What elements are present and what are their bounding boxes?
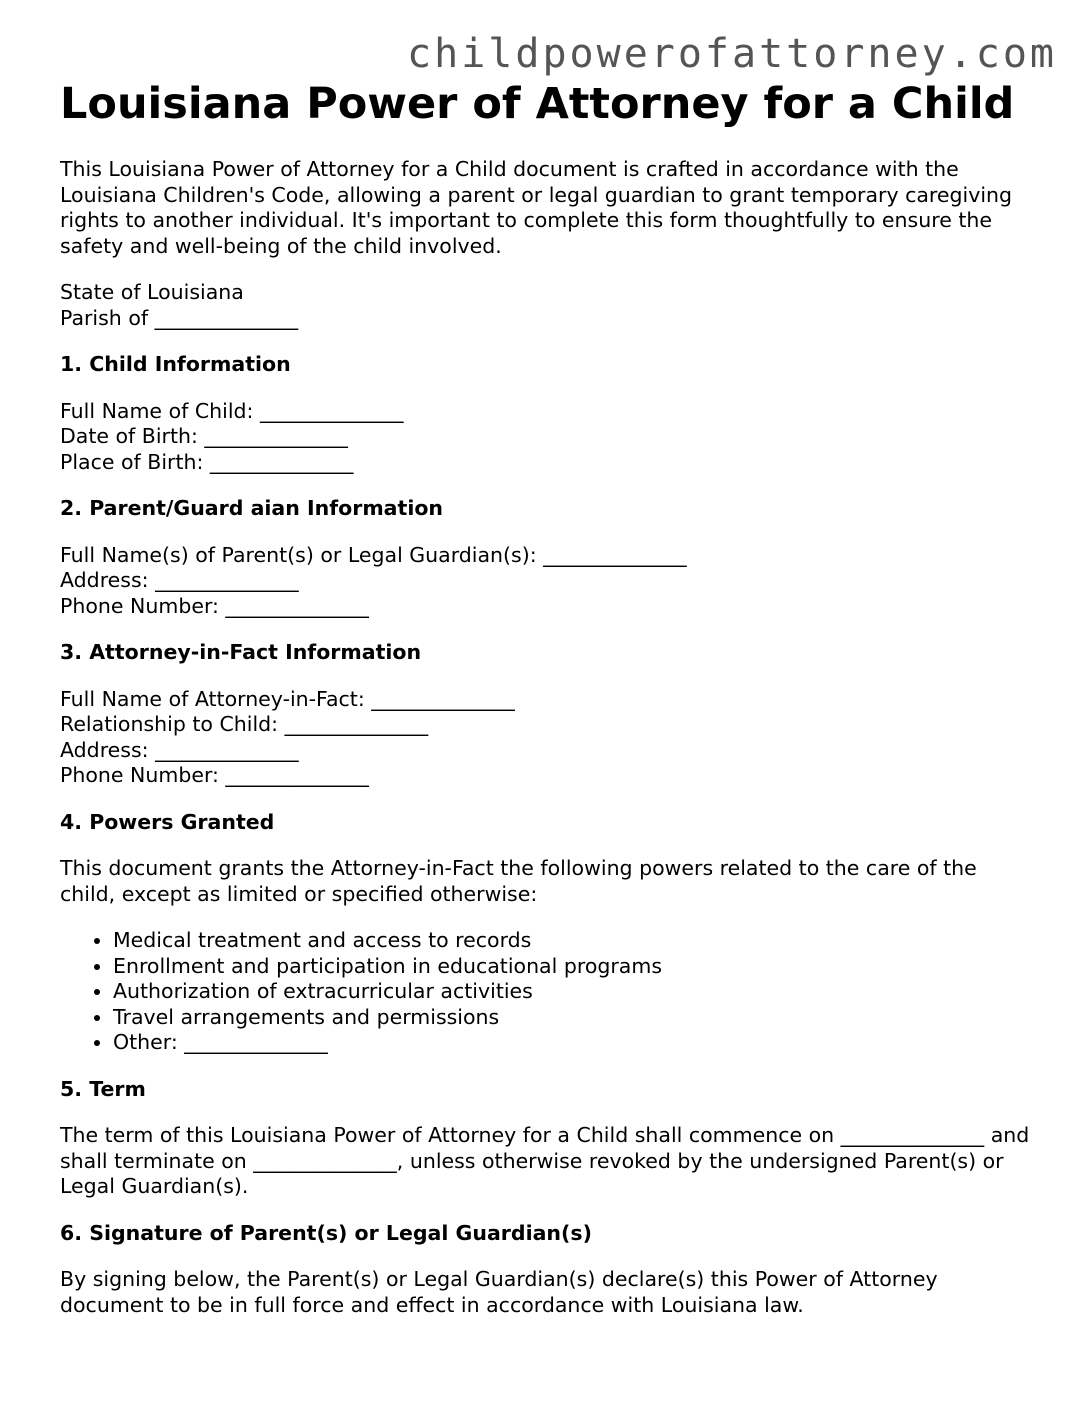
child-date-of-birth-field: Date of Birth: ______________: [60, 424, 348, 448]
child-full-name-field: Full Name of Child: ______________: [60, 398, 404, 423]
parent-phone-field: Phone Number: ______________: [60, 593, 369, 618]
attorney-phone-field: Phone Number: ______________: [60, 763, 369, 787]
state-line: State of Louisiana: [60, 280, 244, 304]
list-item: • Other: ______________: [113, 1030, 1035, 1056]
site-watermark: childpowerofattorney.com: [407, 31, 1057, 77]
term-paragraph: The term of this Louisiana Power of Attorney for a Child shall commence on ______________ and shall terminate on ______________, unless otherwise revoked by the undersigned Parent(s) or Legal Guardian(s).: [60, 1123, 1030, 1198]
list-item: • Authorization of extracurricular activities: [113, 979, 1035, 1005]
document-body: [60, 157, 1035, 1339]
list-item: • Travel arrangements and permissions: [113, 1005, 1035, 1031]
powers-list: [60, 928, 1035, 1056]
location-block: [60, 280, 1035, 331]
attorney-in-fact-fields: [60, 687, 1035, 789]
section-heading-child-information: 1. Child Information: [60, 352, 291, 376]
powers-granted-paragraph: This document grants the Attorney-in-Fact the following powers related to the care of the child, except as limited or specified otherwise:: [60, 856, 977, 906]
attorney-full-name-field: Full Name of Attorney-in-Fact: ______________: [60, 686, 515, 711]
section-heading-attorney-in-fact-information: 3. Attorney-in-Fact Information: [60, 640, 422, 664]
signature-paragraph: By signing below, the Parent(s) or Legal Guardian(s) declare(s) this Power of Attorney document to be in full force and effect in accordance with Louisiana law.: [60, 1267, 938, 1317]
child-place-of-birth-field: Place of Birth: ______________: [60, 449, 354, 474]
section-heading-powers-granted: 4. Powers Granted: [60, 809, 275, 834]
parent-full-name-field: Full Name(s) of Parent(s) or Legal Guardian(s): ______________: [60, 542, 687, 567]
parent-address-field: Address: ______________: [60, 568, 299, 592]
parent-guardian-fields: [60, 543, 1035, 620]
intro-paragraph: This Louisiana Power of Attorney for a Child document is crafted in accordance with the Louisiana Children's Code, allowing a parent or legal guardian to grant temporary caregiving rights to another individual. It's important to complete this form thoughtfully to ensure the safety and well-being of the child involved.: [60, 157, 1013, 258]
section-heading-signature: 6. Signature of Parent(s) or Legal Guardian(s): [60, 1220, 592, 1245]
section-heading-parent-guardian-information: 2. Parent/Guard aian Information: [60, 496, 444, 520]
attorney-address-field: Address: ______________: [60, 737, 299, 762]
section-heading-term: 5. Term: [60, 1076, 146, 1101]
document-title: Louisiana Power of Attorney for a Child: [60, 79, 1015, 129]
list-item: • Medical treatment and access to records: [113, 928, 1035, 954]
child-information-fields: [60, 399, 1035, 476]
attorney-relationship-field: Relationship to Child: ______________: [60, 712, 429, 736]
list-item: • Enrollment and participation in educational programs: [113, 954, 1035, 980]
parish-field: Parish of ______________: [60, 305, 299, 330]
